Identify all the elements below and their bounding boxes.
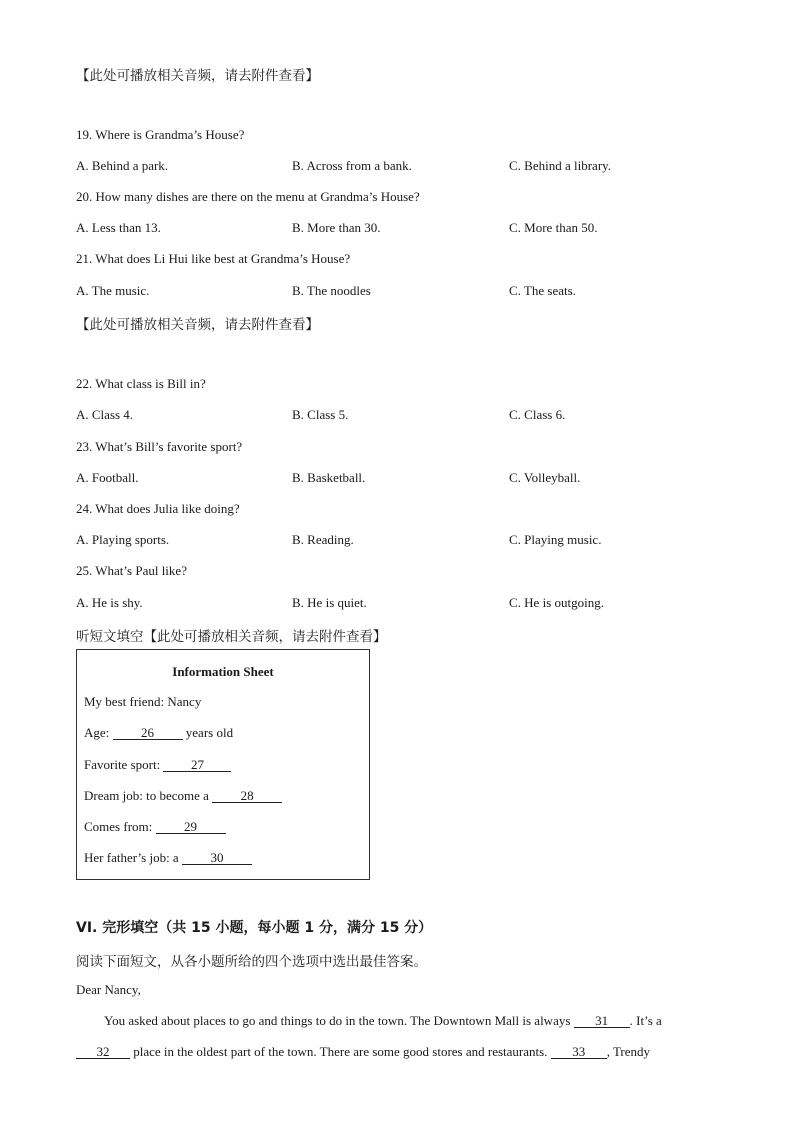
question-text: 19. Where is Grandma’s House? xyxy=(76,127,245,142)
option-b: B. Reading. xyxy=(292,532,354,547)
blank-31: 31 xyxy=(574,1014,630,1028)
letter-line-1 xyxy=(104,1013,662,1029)
blank-29: 29 xyxy=(156,820,226,834)
question-text: 21. What does Li Hui like best at Grandma’s House? xyxy=(76,251,351,266)
blank-26: 26 xyxy=(113,726,183,740)
information-sheet xyxy=(76,649,370,880)
info-sport xyxy=(84,757,231,773)
option-b: B. More than 30. xyxy=(292,220,381,235)
info-dream-label: Dream job: to become a xyxy=(84,788,213,803)
letter-text: . It’s a xyxy=(629,1013,662,1028)
option-b: B. Across from a bank. xyxy=(292,158,412,173)
option-c: C. Playing music. xyxy=(509,532,602,547)
letter-text: place in the oldest part of the town. There are some good stores and restaurants. xyxy=(130,1044,551,1059)
question-text: 24. What does Julia like doing? xyxy=(76,501,240,516)
letter-greeting: Dear Nancy, xyxy=(76,982,141,997)
option-a: A. Class 4. xyxy=(76,407,134,422)
info-father-job xyxy=(84,850,252,866)
info-age-label: Age: xyxy=(84,725,113,740)
info-sheet-title: Information Sheet xyxy=(172,664,274,679)
info-dream-job xyxy=(84,788,282,804)
info-sport-label: Favorite sport: xyxy=(84,757,164,772)
letter-text: , Trendy xyxy=(606,1044,651,1059)
question-text: 23. What’s Bill’s favorite sport? xyxy=(76,439,243,454)
option-b: B. The noodles xyxy=(292,283,371,298)
info-age-suffix: years old xyxy=(182,725,234,740)
option-c: C. More than 50. xyxy=(509,220,598,235)
letter-text: You asked about places to go and things to do in the town. The Downtown Mall is always xyxy=(104,1013,574,1028)
option-c: C. The seats. xyxy=(509,283,576,298)
option-a: A. Less than 13. xyxy=(76,220,161,235)
option-c: C. Behind a library. xyxy=(509,158,612,173)
blank-28: 28 xyxy=(212,789,282,803)
option-c: C. Class 6. xyxy=(509,407,566,422)
info-from-label: Comes from: xyxy=(84,819,156,834)
question-text: 22. What class is Bill in? xyxy=(76,376,206,391)
option-a: A. Football. xyxy=(76,470,139,485)
info-father-label: Her father’s job: a xyxy=(84,850,182,865)
blank-30: 30 xyxy=(182,851,252,865)
info-comes-from xyxy=(84,819,226,835)
audio-notice: 【此处可播放相关音频，请去附件查看】 xyxy=(76,68,319,84)
letter-line-2 xyxy=(76,1044,650,1060)
audio-notice: 【此处可播放相关音频，请去附件查看】 xyxy=(76,317,319,333)
option-b: B. Basketball. xyxy=(292,470,366,485)
option-a: A. Playing sports. xyxy=(76,532,170,547)
info-age xyxy=(84,725,233,741)
info-best-friend: My best friend: Nancy xyxy=(84,694,202,709)
section-vi-instruction: 阅读下面短文，从各小题所给的四个选项中选出最佳答案。 xyxy=(76,954,427,970)
blank-33: 33 xyxy=(551,1045,607,1059)
blank-27: 27 xyxy=(163,758,231,772)
option-a: A. Behind a park. xyxy=(76,158,169,173)
question-text: 25. What’s Paul like? xyxy=(76,563,187,578)
listening-fill-heading: 听短文填空【此处可播放相关音频，请去附件查看】 xyxy=(76,629,387,645)
option-a: A. The music. xyxy=(76,283,150,298)
blank-32: 32 xyxy=(76,1045,130,1059)
option-c: C. Volleyball. xyxy=(509,470,581,485)
option-c: C. He is outgoing. xyxy=(509,595,604,610)
option-b: B. Class 5. xyxy=(292,407,349,422)
question-text: 20. How many dishes are there on the menu at Grandma’s House? xyxy=(76,189,420,204)
section-vi-title: VI. 完形填空（共 15 小题，每小题 1 分，满分 15 分） xyxy=(76,920,433,936)
option-b: B. He is quiet. xyxy=(292,595,367,610)
option-a: A. He is shy. xyxy=(76,595,143,610)
